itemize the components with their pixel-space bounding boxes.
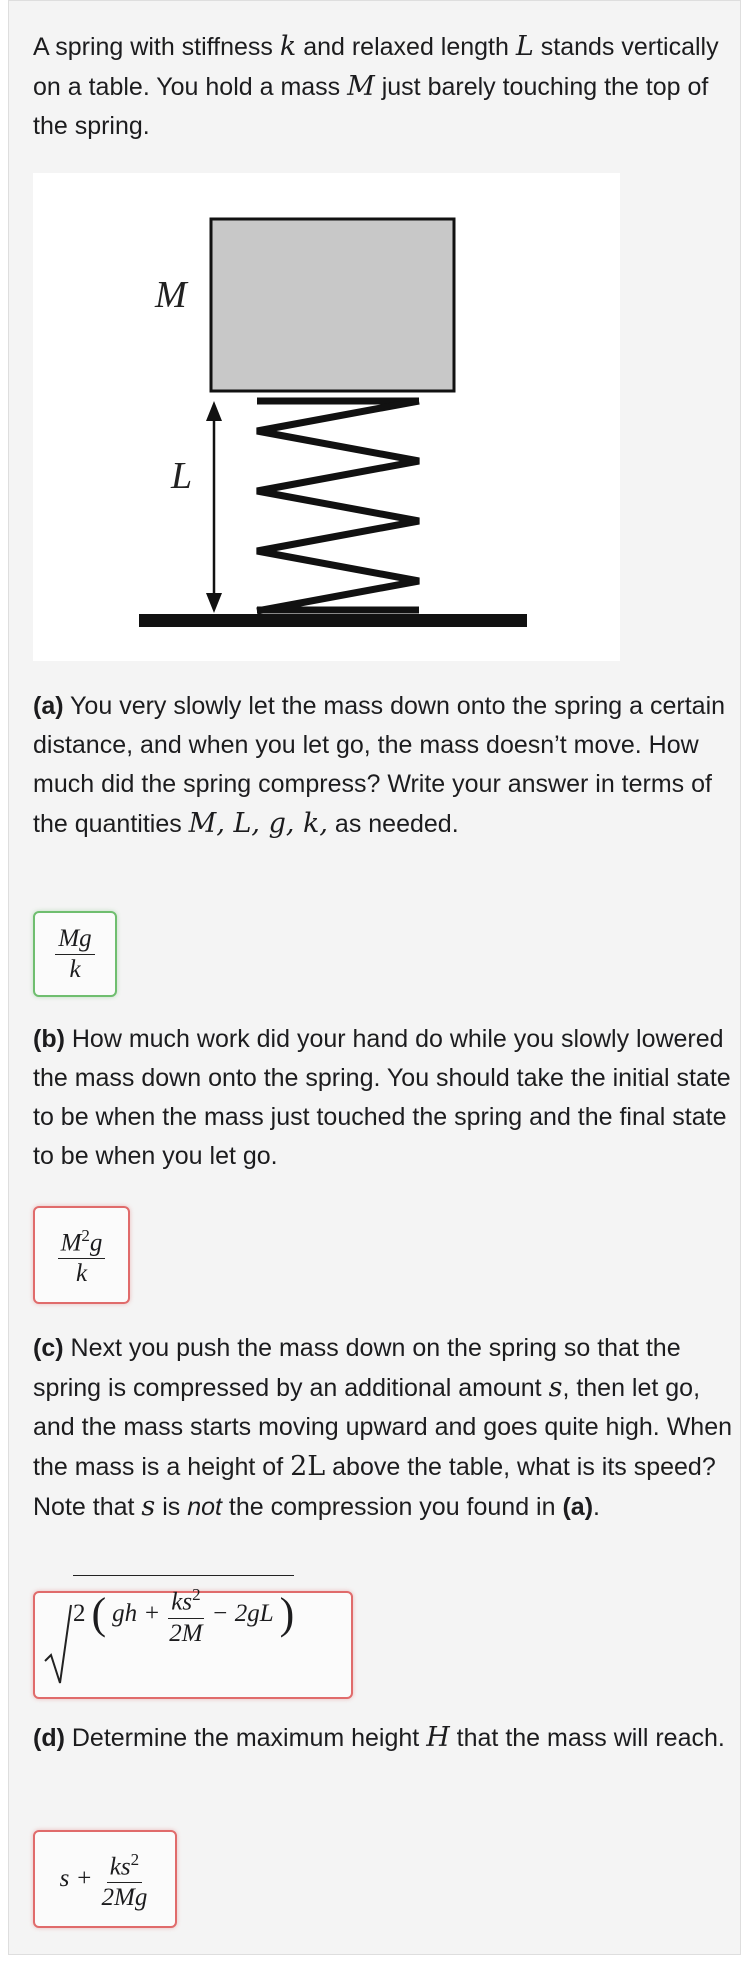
- left-paren: (: [91, 1589, 107, 1639]
- length-label: L: [171, 455, 193, 497]
- length-arrow: [206, 401, 222, 613]
- answer-c-field[interactable]: [33, 1585, 353, 1699]
- mass-block: [211, 219, 454, 391]
- part-d-question: (d) Determine the maximum height H that the mass will reach.: [33, 1722, 725, 1753]
- answer-c-expression: 2 ( gh + $\frac{ks^2}{2M}$ − 2gL ): [73, 1575, 294, 1648]
- spring-coil: [257, 401, 419, 611]
- answer-b-fraction: $\frac{M^2g}{k}$: [58, 1221, 106, 1289]
- answer-d-fraction: $\frac{ks^2}{2Mg}$: [99, 1845, 151, 1913]
- part-b-question: (b) How much work did your hand do while you slowly lowered the mass down onto the spring. You should take the initial state to be when the mass just touched the spring and the final state to be when you let go.: [33, 1025, 731, 1170]
- right-paren: ): [279, 1589, 295, 1639]
- answer-a-field[interactable]: [33, 911, 117, 997]
- answer-a-fraction: $\frac{Mg}{k}$: [55, 924, 94, 985]
- spring-diagram: [33, 173, 620, 661]
- spring-mass-figure: [33, 173, 620, 661]
- answer-d-field[interactable]: s + $\frac{ks^2}{2Mg}$: [33, 1830, 177, 1928]
- answer-b-field[interactable]: [33, 1206, 130, 1304]
- answer-c-fraction: $\frac{ks^2}{2M}$: [166, 1580, 205, 1648]
- question-card: [8, 0, 741, 1955]
- table-surface: [139, 614, 527, 627]
- mass-label: M: [155, 274, 187, 316]
- part-a-question: (a) You very slowly let the mass down onto the spring a certain distance, and when you let go, the mass doesn’t move. How much did the spring compress? Write your answer in terms of the quantities M, L, g, k, as needed.: [33, 692, 726, 839]
- intro-text: A spring with stiffness k and relaxed length L stands vertically on a table. You hold a mass M just barely touching the top of the spring.: [33, 31, 719, 140]
- part-c-question: (c) Next you push the mass down on the spring so that the spring is compressed by an additional amount s, then let go, and the mass starts moving upward and goes quite high. When the mass is a height of 2L above the table, what is its speed? Note that s is not the compression you found in (a).: [33, 1334, 733, 1522]
- sqrt-radical-icon: [43, 1603, 73, 1687]
